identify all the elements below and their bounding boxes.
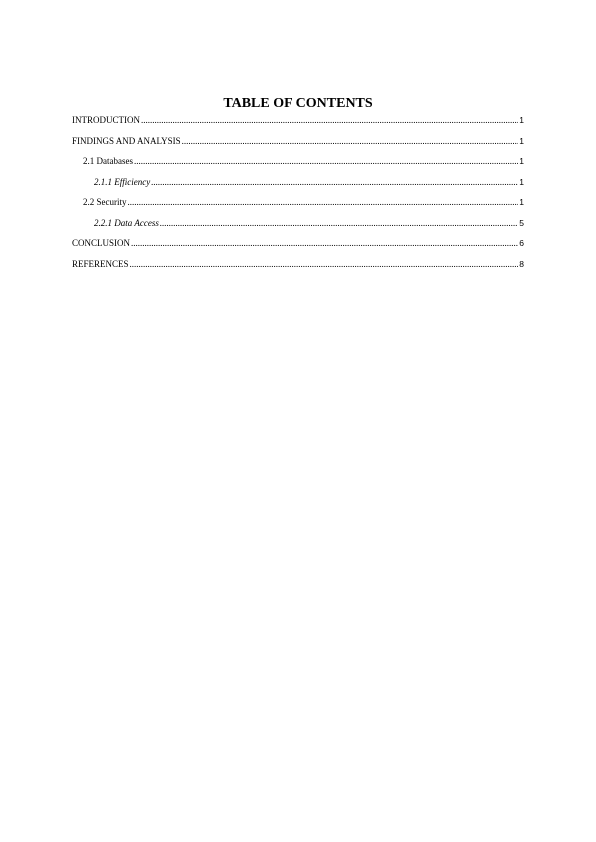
toc-page-number: 6 — [519, 238, 524, 248]
toc-entry-label: INTRODUCTION — [72, 115, 140, 125]
toc-entry-findings-and-analysis[interactable] — [72, 134, 524, 155]
toc-page-number: 5 — [519, 217, 524, 228]
toc-dot-leader — [182, 134, 519, 148]
toc-entry-label: 2.1.1 Efficiency — [94, 176, 151, 187]
toc-page-number: 1 — [519, 156, 524, 166]
toc-entry-label: REFERENCES — [72, 258, 129, 269]
toc-entry-efficiency[interactable] — [72, 175, 524, 196]
toc-entry-security[interactable] — [72, 195, 524, 216]
toc-dot-leader — [141, 113, 518, 127]
toc-entry-label: 2.1 Databases — [83, 156, 133, 166]
toc-page-number: 8 — [519, 258, 524, 269]
toc-entry-label: 2.2 Security — [83, 197, 127, 207]
toc-dot-leader — [160, 216, 518, 230]
toc-entry-data-access[interactable] — [72, 216, 524, 237]
toc-list — [72, 113, 524, 277]
toc-page-number: 1 — [519, 115, 524, 125]
toc-entry-label: 2.2.1 Data Access — [94, 217, 159, 228]
toc-dot-leader — [131, 236, 518, 250]
toc-entry-introduction[interactable] — [72, 113, 524, 134]
toc-page-number: 1 — [519, 176, 524, 187]
toc-entry-label: FINDINGS AND ANALYSIS — [72, 135, 181, 146]
toc-dot-leader — [134, 154, 518, 168]
toc-entry-conclusion[interactable] — [72, 236, 524, 257]
toc-entry-references[interactable] — [72, 257, 524, 278]
toc-page-number: 1 — [519, 197, 524, 207]
toc-entry-databases[interactable] — [72, 154, 524, 175]
toc-page-number: 1 — [519, 135, 524, 146]
toc-dot-leader — [130, 257, 519, 271]
toc-dot-leader — [128, 195, 519, 209]
toc-entry-label: CONCLUSION — [72, 238, 131, 248]
toc-dot-leader — [151, 175, 518, 189]
toc-heading: TABLE OF CONTENTS — [223, 96, 373, 111]
